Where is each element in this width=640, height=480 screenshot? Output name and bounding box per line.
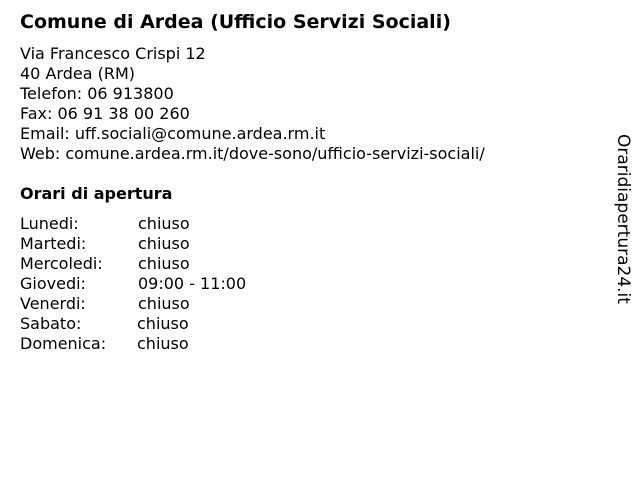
phone-number: Telefon: 06 913800: [20, 84, 174, 103]
day-label: Lunedi:: [20, 214, 79, 233]
day-label: Mercoledi:: [20, 254, 103, 273]
day-label: Sabato:: [20, 314, 82, 333]
day-hours: chiuso: [138, 254, 190, 273]
fax-number: Fax: 06 91 38 00 260: [20, 104, 190, 123]
day-hours: 09:00 - 11:00: [138, 274, 247, 293]
day-hours: chiuso: [138, 214, 190, 233]
day-hours: chiuso: [138, 234, 190, 253]
day-label: Venerdi:: [20, 294, 86, 313]
day-label: Giovedi:: [20, 274, 86, 293]
city-address: 40 Ardea (RM): [20, 64, 135, 83]
street-address: Via Francesco Crispi 12: [20, 44, 206, 63]
day-label: Domenica:: [20, 334, 107, 353]
address-block: [20, 44, 485, 164]
day-hours: chiuso: [137, 314, 189, 333]
watermark-text: Oraridiapertura24.it: [613, 134, 633, 304]
day-hours: chiuso: [137, 334, 189, 353]
email-address: Email: uff.sociali@comune.ardea.rm.it: [20, 124, 326, 143]
website-address: Web: comune.ardea.rm.it/dove-sono/ufficio-servizi-sociali/: [20, 144, 485, 163]
site-watermark: [612, 134, 634, 310]
page-title: Comune di Ardea (Ufficio Servizi Sociali): [20, 11, 451, 33]
day-hours: chiuso: [138, 294, 190, 313]
day-label: Martedi:: [20, 234, 87, 253]
opening-hours-heading: Orari di apertura: [20, 184, 173, 203]
